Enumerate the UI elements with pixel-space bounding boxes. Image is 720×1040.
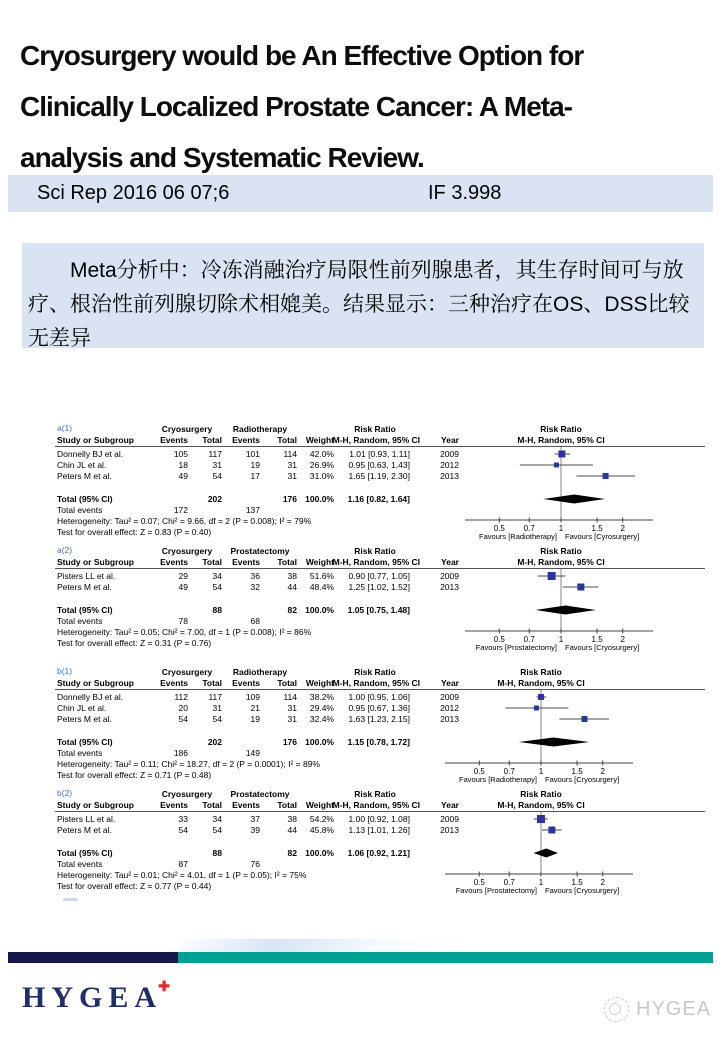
col-total1: Total — [202, 557, 222, 567]
col-weight: Weight — [305, 557, 334, 567]
total-ci: 1.15 [0.78, 1.72] — [347, 737, 410, 747]
total1-value: 54 — [212, 471, 222, 481]
total1-sum: 88 — [212, 848, 222, 858]
group2-header: Radiotherapy — [232, 667, 288, 677]
year-value: 2009 — [440, 692, 459, 702]
total1-value: 34 — [212, 571, 222, 581]
effect-square-marker — [548, 572, 556, 580]
axis-tick-label: 1 — [538, 878, 544, 887]
total2-value: 44 — [287, 825, 297, 835]
overall-test-text: Test for overall effect: Z = 0.83 (P = 0.40) — [57, 527, 212, 537]
effect-square-marker — [554, 463, 559, 468]
events2-value: 37 — [250, 814, 260, 824]
group2-header: Prostatectomy — [230, 789, 290, 799]
year-value: 2009 — [440, 449, 459, 459]
study-name: Chin JL et al. — [57, 460, 107, 470]
total2-sum: 176 — [282, 737, 297, 747]
total1-sum: 202 — [207, 737, 222, 747]
axis-tick-label: 0.5 — [473, 878, 485, 887]
group2-header: Prostatectomy — [230, 546, 290, 556]
col-study: Study or Subgroup — [57, 435, 134, 445]
col-study: Study or Subgroup — [57, 800, 134, 810]
ci-value: 1.25 [1.02, 1.52] — [348, 582, 410, 592]
events1-value: 105 — [173, 449, 188, 459]
axis-tick-label: 1.5 — [591, 635, 603, 644]
total-events-label: Total events — [57, 616, 103, 626]
col-total2: Total — [277, 800, 297, 810]
graph-effect-header: Risk Ratio — [520, 789, 562, 799]
group1-header: Cryosurgery — [161, 424, 213, 434]
events2-value: 32 — [250, 582, 260, 592]
axis-tick-label: 2 — [600, 878, 605, 887]
col-study: Study or Subgroup — [57, 557, 134, 567]
axis-tick-label: 2 — [620, 635, 625, 644]
study-name: Pisters LL et al. — [57, 571, 116, 581]
ci-value: 1.01 [0.93, 1.11] — [349, 449, 410, 459]
effect-header: Risk Ratio — [354, 789, 396, 799]
events2-value: 19 — [250, 714, 260, 724]
col-total2: Total — [277, 435, 297, 445]
forest-plot-a2 — [55, 547, 705, 659]
events2-value: 19 — [250, 460, 260, 470]
col-weight: Weight — [305, 678, 334, 688]
total1-value: 34 — [212, 814, 222, 824]
study-name: Peters M et al. — [57, 582, 112, 592]
effect-header: Risk Ratio — [354, 667, 396, 677]
total1-value: 54 — [212, 825, 222, 835]
events1-value: 18 — [178, 460, 188, 470]
effect-square-marker — [581, 716, 587, 722]
col-total1: Total — [202, 678, 222, 688]
total-events1: 172 — [173, 505, 188, 515]
year-value: 2012 — [440, 703, 459, 713]
group1-header: Cryosurgery — [161, 789, 213, 799]
col-total2: Total — [277, 557, 297, 567]
ci-value: 1.65 [1.19, 2.30] — [348, 471, 410, 481]
events1-value: 33 — [178, 814, 188, 824]
journal-bar — [8, 175, 713, 212]
effect-square-marker — [537, 815, 545, 823]
total1-value: 31 — [212, 460, 222, 470]
col-year: Year — [441, 678, 459, 688]
subplot-label: a(1) — [57, 423, 73, 433]
total-events-label: Total events — [57, 748, 103, 758]
year-value: 2009 — [440, 571, 459, 581]
col-year: Year — [441, 800, 459, 810]
heterogeneity-text: Heterogeneity: Tau² = 0.07; Chi² = 9.66, df = 2 (P = 0.008); I² = 79% — [57, 516, 312, 526]
events2-value: 109 — [245, 692, 260, 702]
weight-value: 54.2% — [309, 814, 334, 824]
col-events2: Events — [232, 678, 260, 688]
effect-square-marker — [577, 584, 584, 591]
total-weight: 100.0% — [305, 848, 334, 858]
ci-value: 1.00 [0.92, 1.08] — [348, 814, 410, 824]
total-label: Total (95% CI) — [57, 737, 113, 747]
study-name: Donnelly BJ et al. — [57, 449, 124, 459]
graph-method-header: M-H, Random, 95% CI — [517, 557, 605, 567]
study-name: Pisters LL et al. — [57, 814, 116, 824]
axis-tick-label: 1 — [538, 767, 544, 776]
subplot-label: b(1) — [57, 666, 73, 676]
total1-value: 54 — [212, 582, 222, 592]
weight-value: 51.6% — [309, 571, 334, 581]
effect-header: Risk Ratio — [354, 424, 396, 434]
group1-header: Cryosurgery — [161, 667, 213, 677]
axis-tick-label: 0.5 — [493, 524, 505, 533]
total-diamond — [543, 495, 605, 504]
overall-test-text: Test for overall effect: Z = 0.77 (P = 0.44) — [57, 881, 212, 891]
axis-tick-label: 1.5 — [571, 767, 583, 776]
events1-value: 54 — [178, 714, 188, 724]
col-events2: Events — [232, 435, 260, 445]
total2-value: 31 — [287, 703, 297, 713]
total-ci: 1.06 [0.92, 1.21] — [347, 848, 410, 858]
heterogeneity-text: Heterogeneity: Tau² = 0.01; Chi² = 4.01, df = 1 (P = 0.05); I² = 75% — [57, 870, 307, 880]
title-line-1: Cryosurgery would be An Effective Option for — [20, 40, 584, 71]
col-events1: Events — [160, 800, 188, 810]
axis-tick-label: 0.7 — [523, 524, 535, 533]
col-year: Year — [441, 557, 459, 567]
year-value: 2013 — [440, 582, 459, 592]
axis-tick-label: 0.7 — [503, 767, 515, 776]
total-events-label: Total events — [57, 859, 103, 869]
heterogeneity-text: Heterogeneity: Tau² = 0.11; Chi² = 18.27, df = 2 (P = 0.0001); I² = 89% — [57, 759, 320, 769]
graph-effect-header: Risk Ratio — [520, 667, 562, 677]
col-ci: M-H, Random, 95% CI — [332, 678, 420, 688]
summary-box — [22, 243, 704, 348]
study-name: Peters M et al. — [57, 714, 112, 724]
study-name: Donnelly BJ et al. — [57, 692, 124, 702]
group2-header: Radiotherapy — [232, 424, 288, 434]
forest-plot-b2 — [55, 790, 705, 902]
total-diamond — [534, 849, 558, 858]
events2-value: 17 — [250, 471, 260, 481]
ci-value: 1.13 [1.01, 1.26] — [348, 825, 410, 835]
favours-left-label: Favours [Prostatectomy] — [475, 643, 557, 652]
group1-header: Cryosurgery — [161, 546, 213, 556]
graph-effect-header: Risk Ratio — [540, 424, 582, 434]
total-events1: 78 — [178, 616, 188, 626]
total1-sum: 202 — [207, 494, 222, 504]
col-ci: M-H, Random, 95% CI — [332, 557, 420, 567]
favours-right-label: Favours [Cryosurgery] — [545, 886, 620, 895]
subplot-label: a(2) — [57, 545, 73, 555]
total-weight: 100.0% — [305, 494, 334, 504]
ci-value: 1.00 [0.95, 1.06] — [348, 692, 410, 702]
total-events2: 137 — [245, 505, 260, 515]
forest-plot-a1 — [55, 425, 705, 548]
axis-tick-label: 2 — [620, 524, 625, 533]
favours-right-label: Favours [Cryosurgery] — [565, 643, 640, 652]
events1-value: 54 — [178, 825, 188, 835]
overall-test-text: Test for overall effect: Z = 0.71 (P = 0.48) — [57, 770, 212, 780]
total2-sum: 82 — [287, 848, 297, 858]
col-ci: M-H, Random, 95% CI — [332, 800, 420, 810]
col-ci: M-H, Random, 95% CI — [332, 435, 420, 445]
col-weight: Weight — [305, 435, 334, 445]
col-total2: Total — [277, 678, 297, 688]
col-weight: Weight — [305, 800, 334, 810]
col-study: Study or Subgroup — [57, 678, 134, 688]
hygea-logo — [22, 978, 171, 1015]
total2-sum: 82 — [287, 605, 297, 615]
weight-value: 31.0% — [309, 471, 334, 481]
col-total1: Total — [202, 800, 222, 810]
paper-title — [20, 30, 710, 183]
summary-text: Meta分析中：冷冻消融治疗局限性前列腺患者，其生存时间可与放疗、根治性前列腺切除术相媲美。结果显示：三种治疗在OS、DSS比较无差异 — [28, 259, 690, 350]
total2-sum: 176 — [282, 494, 297, 504]
graph-method-header: M-H, Random, 95% CI — [517, 435, 605, 445]
total2-value: 44 — [287, 582, 297, 592]
events1-value: 20 — [178, 703, 188, 713]
total-events2: 76 — [250, 859, 260, 869]
events2-value: 36 — [250, 571, 260, 581]
total-label: Total (95% CI) — [57, 605, 113, 615]
year-value: 2012 — [440, 460, 459, 470]
hygea-watermark-text: HYGEA — [636, 998, 712, 1020]
total-ci: 1.05 [0.75, 1.48] — [347, 605, 410, 615]
effect-square-marker — [558, 451, 565, 458]
col-events2: Events — [232, 800, 260, 810]
col-events1: Events — [160, 435, 188, 445]
study-name: Chin JL et al. — [57, 703, 107, 713]
col-events1: Events — [160, 557, 188, 567]
total-diamond — [519, 738, 589, 747]
axis-tick-label: 1.5 — [571, 878, 583, 887]
study-name: Peters M et al. — [57, 471, 112, 481]
col-total1: Total — [202, 435, 222, 445]
total2-value: 38 — [287, 814, 297, 824]
effect-square-marker — [603, 473, 609, 479]
events1-value: 112 — [174, 692, 188, 702]
total2-value: 38 — [287, 571, 297, 581]
study-name: Peters M et al. — [57, 825, 112, 835]
events2-value: 39 — [250, 825, 260, 835]
graph-method-header: M-H, Random, 95% CI — [497, 800, 585, 810]
year-value: 2013 — [440, 471, 459, 481]
year-value: 2009 — [440, 814, 459, 824]
forest-plots-figure — [55, 425, 705, 920]
overall-test-text: Test for overall effect: Z = 0.31 (P = 0.76) — [57, 638, 212, 648]
axis-tick-label: 0.5 — [493, 635, 505, 644]
footer-bar-navy — [8, 952, 178, 963]
weight-value: 32.4% — [309, 714, 334, 724]
total2-value: 31 — [287, 471, 297, 481]
ci-value: 0.95 [0.63, 1.43] — [348, 460, 410, 470]
total-events1: 87 — [178, 859, 188, 869]
events2-value: 21 — [250, 703, 260, 713]
impact-factor: IF 3.998 — [428, 182, 502, 204]
weight-value: 26.9% — [309, 460, 334, 470]
total-ci: 1.16 [0.82, 1.64] — [347, 494, 410, 504]
total-label: Total (95% CI) — [57, 494, 113, 504]
graph-method-header: M-H, Random, 95% CI — [497, 678, 585, 688]
events2-value: 101 — [245, 449, 260, 459]
col-year: Year — [441, 435, 459, 445]
ci-value: 0.95 [0.67, 1.36] — [348, 703, 410, 713]
axis-tick-label: 2 — [600, 767, 605, 776]
total1-value: 54 — [212, 714, 222, 724]
axis-tick-label: 1 — [558, 524, 564, 533]
footer-swoosh-decoration — [165, 939, 474, 952]
hygea-watermark — [604, 997, 711, 1022]
total-label: Total (95% CI) — [57, 848, 113, 858]
journal-citation: Sci Rep 2016 06 07;6 — [37, 182, 230, 204]
ci-value: 1.63 [1.23, 2.15] — [348, 714, 410, 724]
year-value: 2013 — [440, 714, 459, 724]
col-events2: Events — [232, 557, 260, 567]
axis-tick-label: 0.7 — [523, 635, 535, 644]
axis-tick-label: 1.5 — [591, 524, 603, 533]
total1-value: 117 — [208, 692, 222, 702]
total-diamond — [535, 606, 596, 615]
title-line-3: analysis and Systematic Review. — [20, 142, 424, 173]
total1-value: 117 — [208, 449, 222, 459]
total1-sum: 88 — [212, 605, 222, 615]
title-line-2: Clinically Localized Prostate Cancer: A Meta- — [20, 91, 572, 122]
effect-square-marker — [534, 706, 539, 711]
total2-value: 114 — [283, 692, 297, 702]
total2-value: 114 — [283, 449, 297, 459]
subplot-label: b(2) — [57, 788, 73, 798]
ci-value: 0.90 [0.77, 1.05] — [348, 571, 410, 581]
graph-effect-header: Risk Ratio — [540, 546, 582, 556]
total-events-label: Total events — [57, 505, 103, 515]
total1-value: 31 — [212, 703, 222, 713]
effect-header: Risk Ratio — [354, 546, 396, 556]
forest-plot-b1 — [55, 668, 705, 791]
effect-square-marker — [548, 827, 555, 834]
footer-bar-teal — [178, 952, 713, 963]
axis-tick-label: 0.5 — [473, 767, 485, 776]
favours-right-label: Favours [Cryosurgery] — [545, 775, 620, 784]
favours-right-label: Favours [Cyrosurgery] — [565, 532, 640, 541]
favours-left-label: Favours [Radiotherapy] — [459, 775, 537, 784]
total2-value: 31 — [287, 460, 297, 470]
effect-square-marker — [538, 694, 544, 700]
total-events2: 149 — [245, 748, 260, 758]
favours-left-label: Favours [Prostatectomy] — [455, 886, 537, 895]
year-value: 2013 — [440, 825, 459, 835]
medical-cross-icon: ✚ — [158, 978, 171, 994]
favours-left-label: Favours [Radiotherapy] — [479, 532, 557, 541]
events1-value: 49 — [178, 582, 188, 592]
weight-value: 38.2% — [309, 692, 334, 702]
total2-value: 31 — [287, 714, 297, 724]
weight-value: 42.0% — [309, 449, 334, 459]
weight-value: 45.8% — [309, 825, 334, 835]
col-events1: Events — [160, 678, 188, 688]
total-events1: 186 — [173, 748, 188, 758]
events1-value: 29 — [178, 571, 188, 581]
hygea-logo-text: HYGEA — [22, 981, 163, 1014]
weight-value: 48.4% — [309, 582, 334, 592]
total-weight: 100.0% — [305, 737, 334, 747]
weight-value: 29.4% — [309, 703, 334, 713]
hygea-emblem-icon — [604, 997, 629, 1022]
total-weight: 100.0% — [305, 605, 334, 615]
axis-tick-label: 1 — [558, 635, 564, 644]
heterogeneity-text: Heterogeneity: Tau² = 0.05; Chi² = 7.00, df = 1 (P = 0.008); I² = 86% — [57, 627, 312, 637]
total-events2: 68 — [250, 616, 260, 626]
axis-tick-label: 0.7 — [503, 878, 515, 887]
events1-value: 49 — [178, 471, 188, 481]
